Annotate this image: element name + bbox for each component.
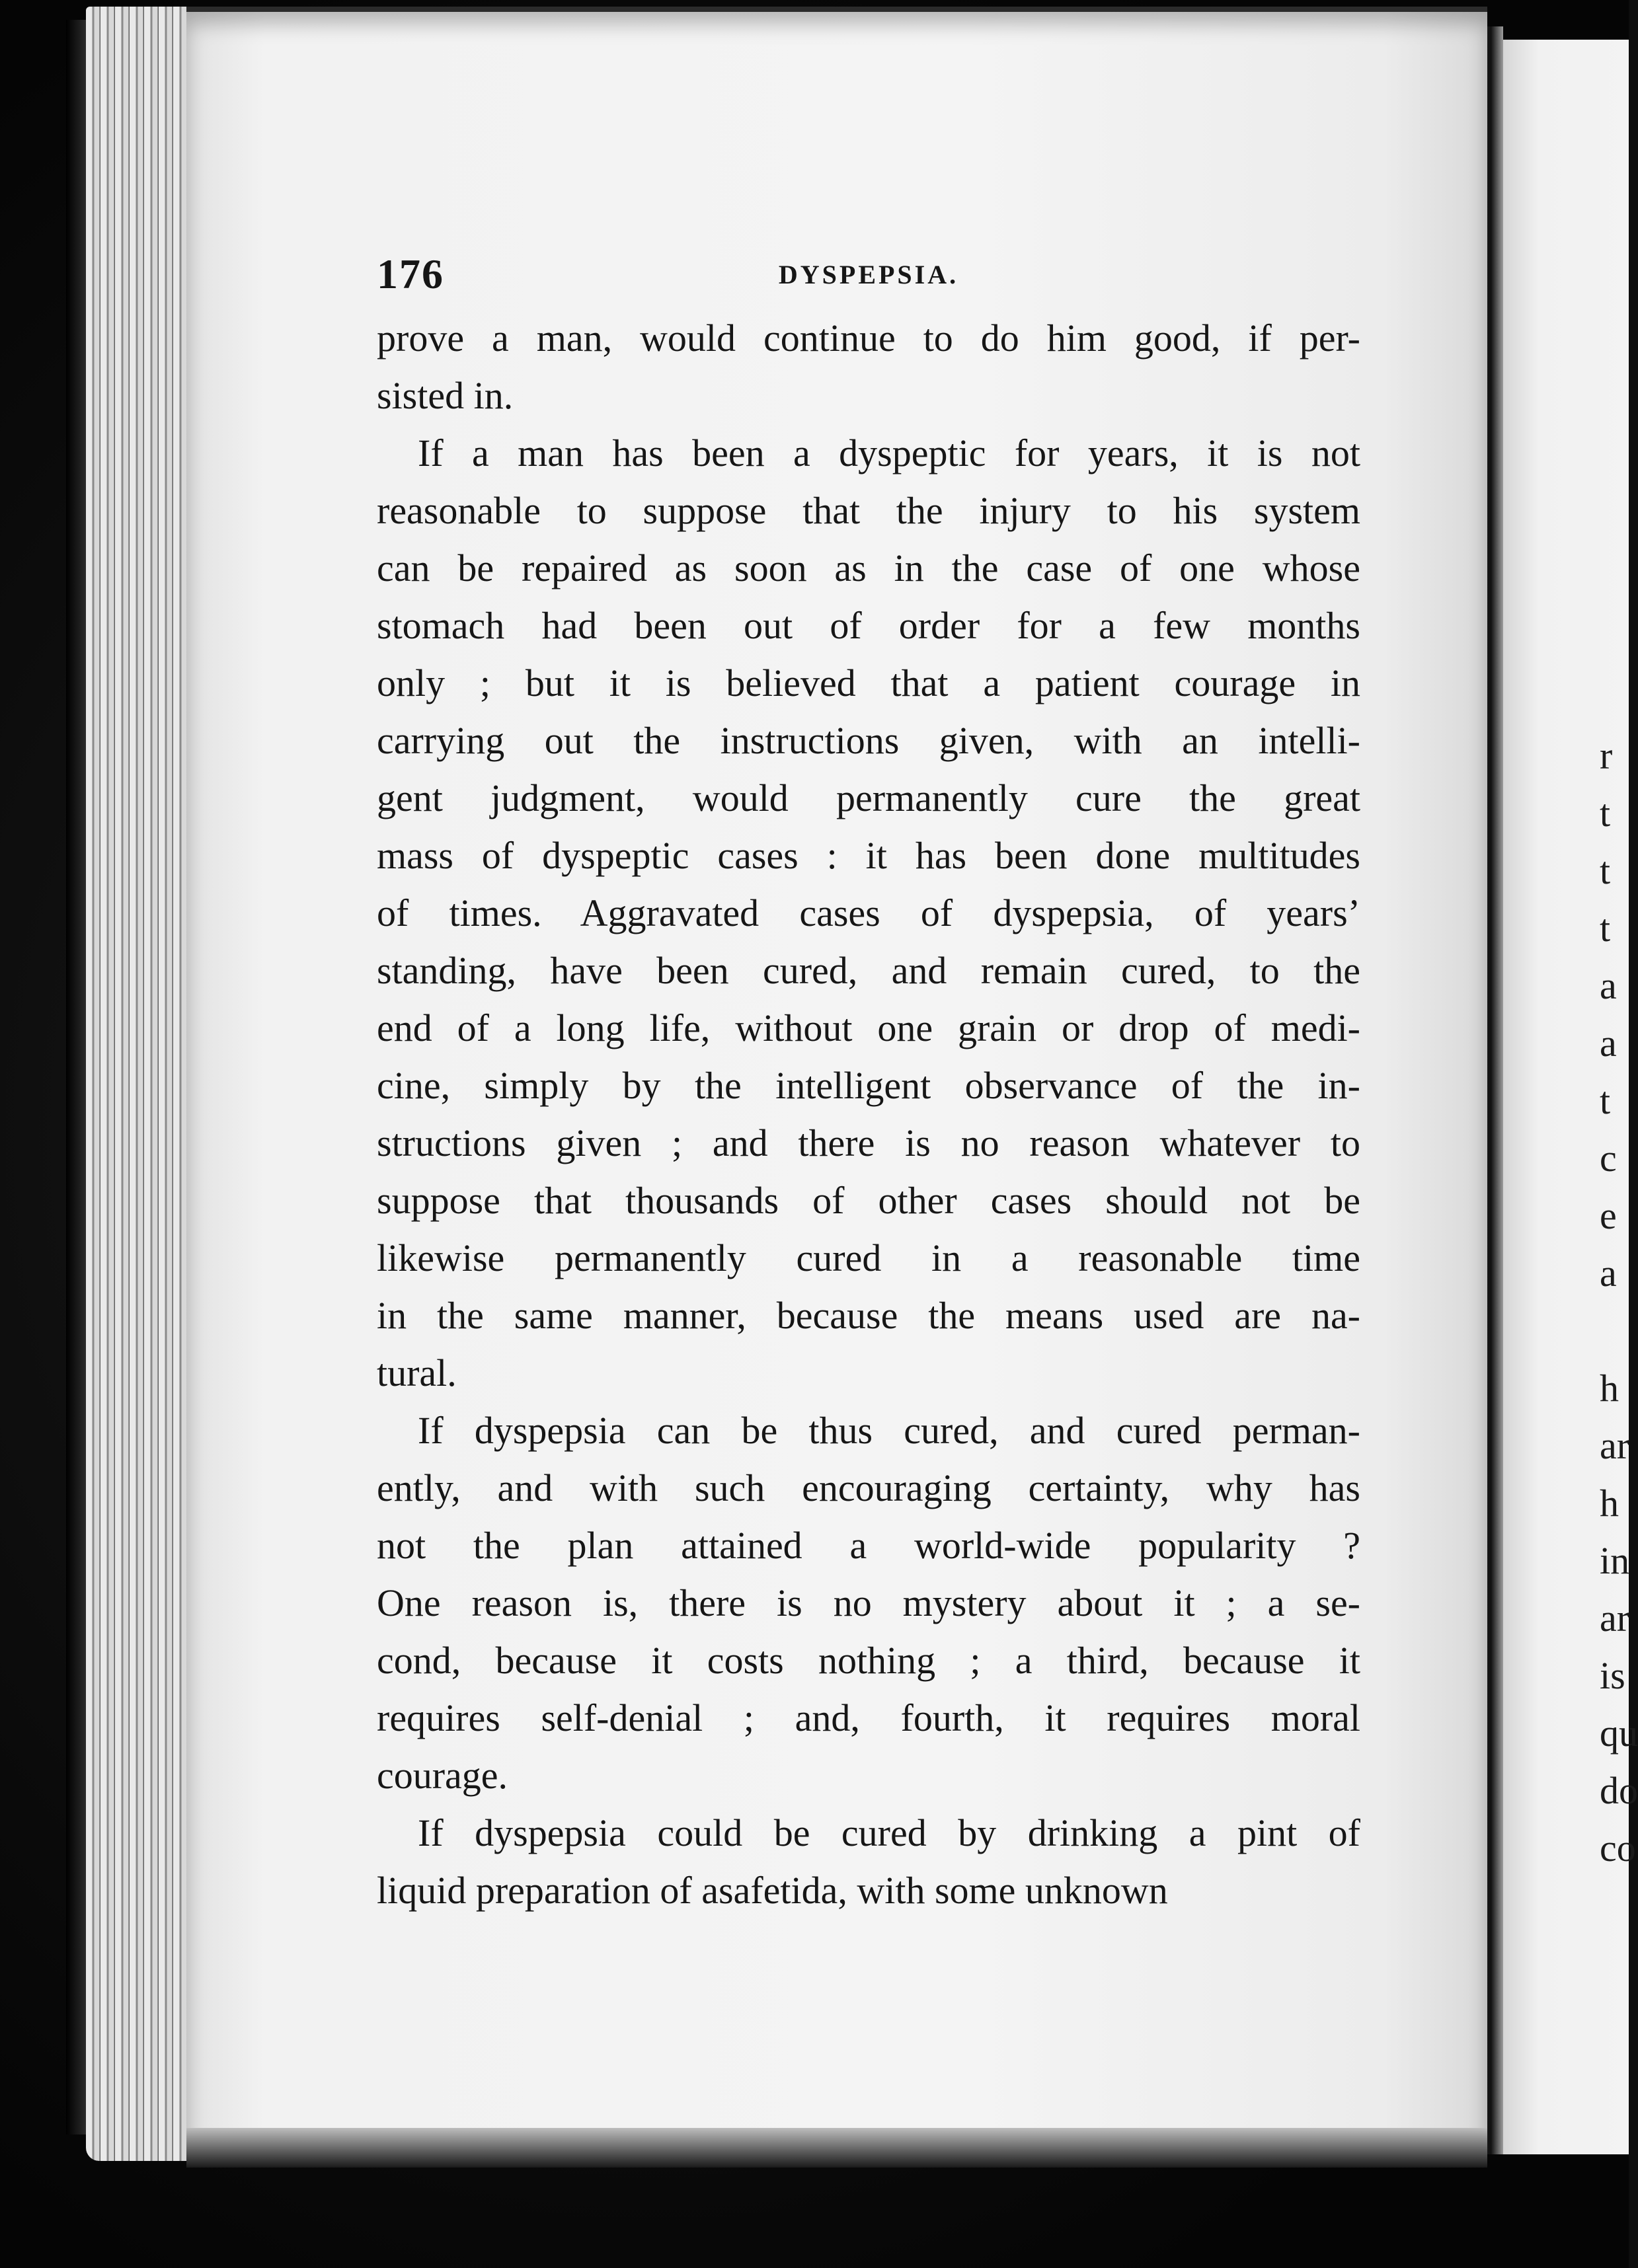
text-line: tural. [377,1351,457,1394]
text-line: reasonable to suppose that the injury to his system [377,489,1360,532]
text-line: likewise permanently cured in a reasonable time [377,1236,1360,1279]
facing-line-fragment: a [1600,964,1617,1007]
facing-line-fragment: co [1600,1827,1636,1870]
page-text-block [377,250,1360,1919]
text-line: suppose that thousands of other cases should not be [377,1179,1360,1222]
text-line: stomach had been out of order for a few months [377,604,1360,647]
facing-line-fragment: in [1600,1539,1630,1582]
facing-line-fragment: r [1600,734,1613,777]
text-line: in the same manner, because the means used are na- [377,1294,1360,1337]
text-line: sisted in. [377,374,514,417]
running-head [377,250,1360,309]
facing-line-fragment: t [1600,907,1611,950]
page-bottom-shadow [186,2128,1487,2168]
text-line: end of a long life, without one grain or drop of medi- [377,1006,1360,1049]
book-page-edges [86,7,198,2161]
page-number: 176 [377,250,444,297]
paragraph [377,1804,1360,1919]
facing-line-fragment: t [1600,1079,1611,1122]
facing-line-fragment: t [1600,792,1611,835]
text-line: requires self-denial ; and, fourth, it requires moral [377,1696,1360,1739]
paragraph [377,424,1360,1402]
facing-line-fragment: h [1600,1482,1619,1525]
text-line: only ; but it is believed that a patient courage in [377,662,1360,704]
text-line: If dyspepsia can be thus cured, and cured perman- [418,1409,1360,1452]
running-title: DYSPEPSIA. [778,260,959,289]
text-line: can be repaired as soon as in the case of one whose [377,547,1360,589]
text-line: structions given ; and there is no reason whatever to [377,1121,1360,1164]
facing-line-fragment: qu [1600,1712,1638,1755]
text-line: mass of dyspeptic cases : it has been done multitudes [377,834,1360,877]
facing-line-fragment: do [1600,1769,1638,1812]
facing-line-fragment: h [1600,1367,1619,1410]
paragraph [377,309,1360,424]
facing-line-fragment: ar [1600,1424,1630,1467]
text-line: cine, simply by the intelligent observance of the in- [377,1064,1360,1107]
facing-line-fragment [1600,1302,1629,1359]
text-line: liquid preparation of asafetida, with some unknown [377,1869,1168,1912]
facing-line-fragment: a [1600,1252,1617,1295]
text-line: of times. Aggravated cases of dyspepsia, of years’ [377,891,1360,934]
text-line: ently, and with such encouraging certainty, why has [377,1466,1360,1509]
facing-page-text [1600,727,1638,1877]
text-line: cond, because it costs nothing ; a third, because it [377,1639,1360,1682]
text-line: not the plan attained a world-wide popularity ? [377,1524,1360,1567]
text-line: carrying out the instructions given, with an intelli- [377,719,1360,762]
text-line: If dyspepsia could be cured by drinking a pint of [418,1811,1360,1854]
text-line: One reason is, there is no mystery about it ; a se- [377,1581,1360,1624]
facing-line-fragment: is [1600,1654,1625,1697]
facing-line-fragment: t [1600,849,1611,892]
text-line: courage. [377,1754,508,1797]
facing-line-fragment: a [1600,1022,1617,1065]
text-line: gent judgment, would permanently cure the great [377,776,1360,819]
text-line: If a man has been a dyspeptic for years, it is not [418,432,1360,474]
text-line: standing, have been cured, and remain cured, to the [377,949,1360,992]
body-text [377,309,1360,1919]
text-line: prove a man, would continue to do him good, if per- [377,317,1360,359]
paragraph [377,1402,1360,1804]
facing-line-fragment: ar [1600,1597,1630,1640]
facing-line-fragment: e [1600,1194,1617,1237]
facing-line-fragment: c [1600,1137,1617,1180]
